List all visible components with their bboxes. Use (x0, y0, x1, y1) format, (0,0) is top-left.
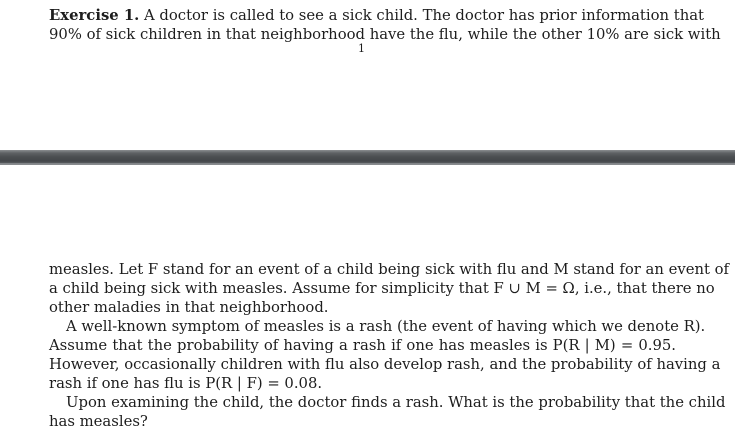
exercise-paragraph (49, 6, 721, 44)
page-number: 1 (358, 42, 365, 55)
body-line-3: other maladies in that neighborhood. (49, 299, 329, 316)
exercise-label: Exercise 1. (49, 7, 140, 24)
body-text (49, 260, 730, 431)
body-line-7: rash if one has flu is P(R | F) = 0.08. (49, 375, 323, 392)
body-line-6: However, occasionally children with flu also develop rash, and the probability of having a (49, 356, 721, 373)
body-line-1: measles. Let F stand for an event of a child being sick with flu and M stand for an event of (49, 261, 730, 278)
body-line-8: Upon examining the child, the doctor finds a rash. What is the probability that the child (66, 394, 726, 411)
body-line-2: a child being sick with measles. Assume for simplicity that F ∪ M = Ω, i.e., that there no (49, 280, 715, 297)
body-line-4: A well-known symptom of measles is a rash (the event of having which we denote R). (66, 318, 706, 335)
exercise-line-2: 90% of sick children in that neighborhood have the flu, while the other 10% are sick with (49, 26, 721, 43)
body-line-9: has measles? (49, 413, 148, 430)
exercise-line-1 (49, 6, 704, 25)
body-line-5: Assume that the probability of having a rash if one has measles is P(R | M) = 0.95. (49, 337, 676, 354)
exercise-line-1-text: A doctor is called to see a sick child. The doctor has prior information that (144, 7, 704, 24)
page-separator (0, 150, 735, 165)
